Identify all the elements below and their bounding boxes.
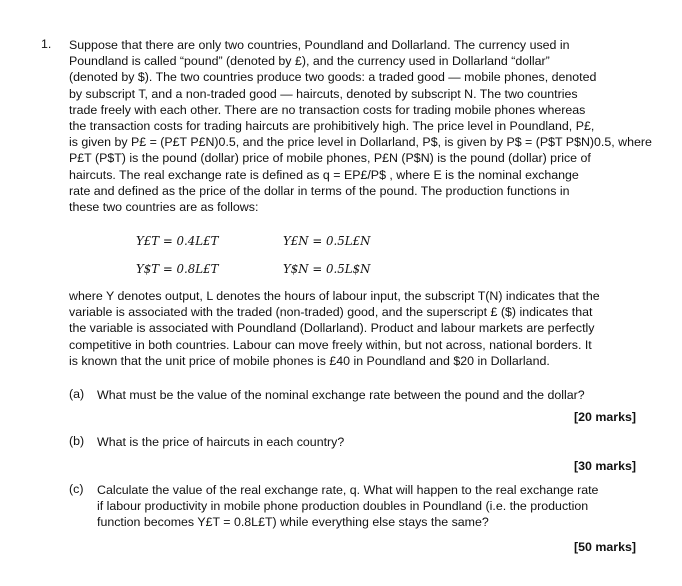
intro-line: rate and defined as the price of the dollar in terms of the pound. The production functions in xyxy=(69,183,570,198)
intro-line: is given by P£ = (P£T P£N)0.5, and the price level in Dollarland, P$, is given by P$ = (P$T P$N)0.5, where xyxy=(69,135,652,150)
part-label: (c) xyxy=(69,482,84,496)
intro-line: haircuts. The real exchange rate is defined as q = EP£/P$ , where E is the nominal exchange xyxy=(69,167,579,182)
part-text: function becomes Y£T = 0.8L£T) while everything else stays the same? xyxy=(97,515,489,530)
intro-line: trade freely with each other. There are no transaction costs for trading mobile phones whereas xyxy=(69,102,586,117)
question-body xyxy=(69,37,652,215)
part-text: What must be the value of the nominal exchange rate between the pound and the dollar? xyxy=(97,388,585,402)
marks-b: [30 marks] xyxy=(574,459,636,473)
intro-line: these two countries are as follows: xyxy=(69,199,259,214)
intro-line: P£T (P$T) is the pound (dollar) price of mobile phones, P£N (P$N) is the pound (dollar) price of xyxy=(69,151,591,166)
equation-dollarland-nontraded: Y$N = 0.5L$N xyxy=(283,262,371,276)
part-text: if labour productivity in mobile phone production doubles in Poundland (i.e. the production xyxy=(97,499,589,514)
marks-c: [50 marks] xyxy=(574,540,636,554)
intro-line: by subscript T, and a non-traded good — haircuts, denoted by subscript N. The two countries xyxy=(69,86,578,101)
part-text: Calculate the value of the real exchange rate, q. What will happen to the real exchange rate xyxy=(97,483,599,497)
question-number: 1. xyxy=(41,37,52,51)
after-line: competitive in both countries. Labour can move freely within, but not across, national borders. It xyxy=(69,337,592,352)
equation-poundland-nontraded: Y£N = 0.5L£N xyxy=(283,234,371,248)
after-line: the variable is associated with Poundland (Dollarland). Product and labour markets are perfectly xyxy=(69,321,595,336)
after-line: variable is associated with the traded (non-traded) good, and the superscript £ ($) indicates that xyxy=(69,305,593,320)
part-label: (a) xyxy=(69,387,85,401)
equation-dollarland-traded: Y$T = 0.8L£T xyxy=(136,262,219,276)
intro-line: Suppose that there are only two countries, Poundland and Dollarland. The currency used in xyxy=(69,38,570,52)
intro-line: Poundland is called “pound” (denoted by £), and the currency used in Dollarland “dollar” xyxy=(69,54,550,69)
question-continuation xyxy=(69,288,645,369)
intro-line: the transaction costs for trading haircuts are prohibitively high. The price level in Poundland, P£, xyxy=(69,118,595,133)
part-label: (b) xyxy=(69,434,85,448)
intro-line: (denoted by $). The two countries produce two goods: a traded good — mobile phones, denoted xyxy=(69,70,597,85)
equation-poundland-traded: Y£T = 0.4L£T xyxy=(136,234,219,248)
after-line: where Y denotes output, L denotes the hours of labour input, the subscript T(N) indicates that the xyxy=(69,289,600,303)
marks-a: [20 marks] xyxy=(574,410,636,424)
part-text: What is the price of haircuts in each country? xyxy=(97,435,345,449)
after-line: is known that the unit price of mobile phones is £40 in Poundland and $20 in Dollarland. xyxy=(69,353,550,368)
